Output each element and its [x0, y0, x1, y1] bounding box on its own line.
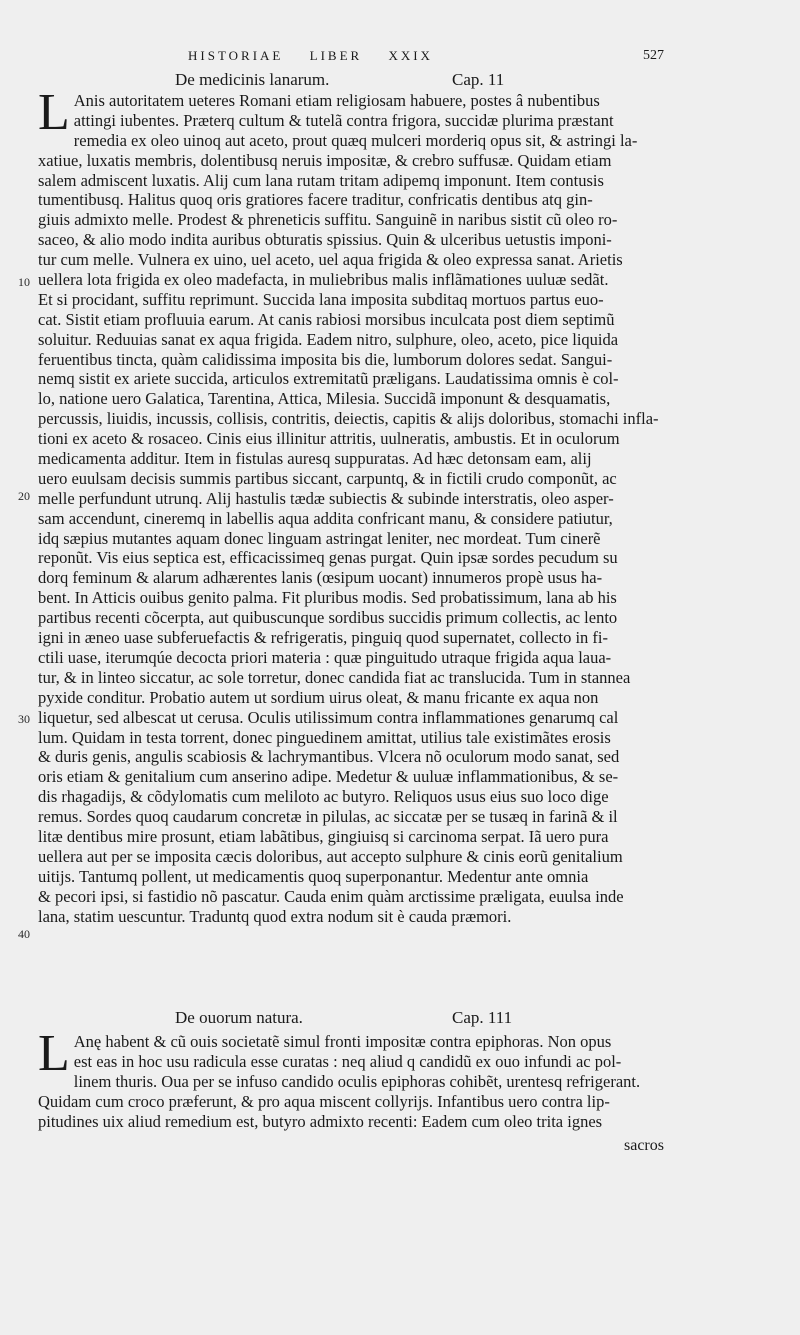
line-text: dorq feminum & alarum adhærentes lanis (œsipum uocant) innumeros propè usus ha- [38, 568, 603, 588]
text-line [38, 668, 680, 688]
text-line [38, 270, 680, 290]
line-text: igni in æneo uase subferuefactis & refrigeratis, pinguiq quod supernatet, collecto in fi- [38, 628, 608, 648]
text-line [38, 608, 680, 628]
text-line [38, 469, 680, 489]
line-text: saceo, & alio modo indita auribus obturatis spissius. Quin & ulceribus uetustis imponi- [38, 230, 612, 250]
chapter-heading [175, 1008, 513, 1028]
text-line [38, 409, 680, 429]
line-text: ctili uase, iterumqúe decocta priori materia : quæ pinguitudo utraque frigida aqua laua- [38, 647, 612, 667]
line-text: Anę habent & cũ ouis societatẽ simul fronti impositæ contra epiphoras. Non opus [73, 1032, 612, 1051]
line-text: feruentibus tincta, quàm calidissima imposita bis die, lumborum dolores sedat. Sangui- [38, 349, 613, 369]
text-line [38, 350, 680, 370]
line-text: linem thuris. Oua per se infuso candido oculis epiphoras cohibẽt, urentesq refrigerant. [73, 1071, 641, 1091]
running-title [188, 48, 453, 64]
text-line [74, 131, 680, 151]
text-line [38, 449, 680, 469]
line-number: 40 [18, 927, 30, 941]
text-line [38, 1112, 680, 1132]
line-text: partibus recenti cõcerpta, aut quibuscunque sordibus succidis primum collectis, ac lento [38, 608, 618, 628]
line-text: uitijs. Tantumq pollent, ut medicamentis quoq superponantur. Medentur ante omnia [38, 866, 589, 886]
running-title-word: LIBER [309, 48, 363, 63]
text-line [38, 728, 680, 748]
line-text: attingi iubentes. Præterq cultum & tutelã contra frigora, succidæ plurima præstant [73, 110, 614, 130]
text-line [38, 151, 680, 171]
text-line [38, 190, 680, 210]
text-line [74, 111, 680, 131]
text-line [38, 648, 680, 668]
text-line [38, 787, 680, 807]
line-text: cat. Sistit etiam profluuia earum. At canis rabiosi morsibus inculcata post diem septimũ [38, 309, 615, 329]
line-text: tioni ex aceto & rosaceo. Cinis eius illinitur attritis, uulneratis, ambustis. Et in oculorum [38, 429, 620, 449]
text-line [38, 230, 680, 250]
chapter-number: Cap. 11 [452, 70, 505, 89]
line-text: liquetur, sed albescat ut cerusa. Oculis utilissimum contra inflammationes genarumq cal [38, 707, 619, 727]
text-line [74, 1072, 680, 1092]
line-number: 20 [18, 489, 30, 503]
line-text: percussis, liuidis, incussis, collisis, contritis, deiectis, capitis & alijs doloribus, stomachi infla- [38, 409, 659, 429]
chapter-heading [175, 70, 505, 90]
line-text: tur cum melle. Vulnera ex uino, uel aceto, uel aqua frigida & oleo expressa sanat. Arietis [38, 250, 623, 270]
text-line [38, 330, 680, 350]
line-text: tur, & in linteo siccatur, ac sole torretur, donec candida fiat ac translucida. Tum in stannea [38, 667, 631, 687]
text-line [38, 847, 680, 867]
line-text: est eas in hoc usu radicula esse curatas : neq aliud q candidũ ex ouo infundi ac pol- [73, 1051, 622, 1071]
text-line [38, 369, 680, 389]
text-line [74, 1052, 680, 1072]
text-line [38, 907, 680, 927]
text-line [38, 489, 680, 509]
line-text: & pecori ipsi, si fastidio nõ pascatur. Cauda enim quàm arctissime præligata, euulsa inde [38, 886, 624, 906]
catchword: sacros [624, 1137, 664, 1154]
line-text: uellera lota frigida ex oleo madefacta, in muliebribus malis inflãmationes uuluæ sedãt. [38, 270, 609, 290]
text-line [38, 1092, 680, 1112]
text-line [38, 171, 680, 191]
line-text: giuis admixto melle. Prodest & phreneticis suffitu. Sanguinẽ in naribus sistit cũ oleo ro- [38, 210, 618, 230]
chapter-title: De ouorum natura. [175, 1008, 303, 1027]
line-text: oris etiam & genitalium cum anserino adipe. Medetur & uuluæ inflammationibus, & se- [38, 767, 619, 787]
line-text: lana, statim uescuntur. Traduntq quod extra nodum sit è cauda præmori. [38, 906, 512, 926]
text-line [38, 827, 680, 847]
text-line [38, 290, 680, 310]
text-line [38, 747, 680, 767]
line-text: Et si procidant, suffitu reprimunt. Succida lana imposita subditaq mortuos partus euo- [38, 289, 604, 309]
text-line [38, 509, 680, 529]
running-title-word: XXIX [388, 48, 433, 63]
chapter-number: Cap. 111 [452, 1008, 513, 1027]
chapter-title: De medicinis lanarum. [175, 70, 330, 89]
line-text: soluitur. Reduuias sanat ex aqua frigida. Eadem nitro, sulphure, oleo, aceto, pice liquida [38, 329, 619, 349]
line-text: litæ dentibus mire prosunt, etiam labãtibus, gingiuisq si carcinoma serpat. Iã uero pura [38, 826, 609, 846]
chapter-body [38, 84, 680, 926]
page-number: 527 [643, 48, 664, 63]
line-text: uellera aut per se imposita cæcis doloribus, aut accepto sulphure & cinis eorũ genitalium [38, 846, 623, 866]
page-header [170, 48, 670, 68]
line-text: medicamenta additur. Item in fistulas auresq suppuratas. Ad hæc detonsam eam, alij [38, 449, 592, 469]
text-line [38, 250, 680, 270]
line-text: & duris genis, angulis scabiosis & lachrymantibus. Vlcera nõ oculorum modo sanat, sed [38, 747, 620, 767]
line-text: Quidam cum croco præferunt, & pro aqua miscent collyrijs. Infantibus uero contra lip- [38, 1091, 610, 1111]
text-line [38, 708, 680, 728]
chapter-body [38, 1025, 680, 1131]
line-number: 10 [18, 275, 30, 289]
text-line [38, 310, 680, 330]
line-text: lo, natione uero Galatica, Tarentina, Attica, Milesia. Succidã imponunt & desquamatis, [38, 389, 611, 409]
line-text: salem admiscent luxatis. Alij cum lana rutam tritam adipemq imponunt. Item contusis [38, 170, 604, 190]
line-text: nemq sistit ex ariete succida, articulos extremitatũ præligans. Laudatissima omnis è col- [38, 369, 619, 389]
text-line [38, 767, 680, 787]
text-line [38, 807, 680, 827]
line-text: remedia ex oleo uinoq aut aceto, prout quæq mulceri morderiq opus sit, & astringi la- [73, 130, 638, 150]
line-text: reponũt. Vis eius septica est, efficacissimeq genas purgat. Quin ipsæ sordes pecudum su [38, 548, 618, 568]
text-line [38, 688, 680, 708]
text-line [38, 628, 680, 648]
running-title-word: HISTORIAE [188, 48, 284, 63]
line-text: idq sæpius mutantes aquam donec linguam astringat leniter, nec mordeat. Tum cinerẽ [38, 528, 601, 548]
line-text: xatiue, luxatis membris, dolentibusq neruis impositæ, & crebro suffusæ. Quidam etiam [38, 150, 612, 170]
text-line [38, 887, 680, 907]
line-text: bent. In Atticis ouibus genito palma. Fit pluribus modis. Sed probatissimum, lana ab his [38, 588, 617, 608]
text-line [38, 210, 680, 230]
line-text: remus. Sordes quoq caudarum concretæ in pilulas, ac siccatæ per se tusæq in farinã & il [38, 807, 618, 827]
line-number: 30 [18, 712, 30, 726]
text-line [38, 389, 680, 409]
text-line [38, 867, 680, 887]
drop-cap: L [38, 84, 70, 141]
line-text: sam accendunt, cineremq in labellis aqua addita confricant manu, & considere patiutur, [38, 508, 613, 528]
line-text: pyxide conditur. Probatio autem ut sordium uirus oleat, & manu fricante ex aqua non [38, 687, 599, 707]
line-text: lum. Quidam in testa torrent, donec pinguedinem amittat, utilius tale existimãtes erosis [38, 727, 611, 747]
line-text: uero euulsam decisis summis partibus siccant, carpuntq, & in fictili crudo componũt, ac [38, 468, 617, 488]
text-line [38, 429, 680, 449]
text-line [38, 568, 680, 588]
drop-cap: L [38, 1025, 70, 1082]
text-line [38, 548, 680, 568]
line-text: Anis autoritatem ueteres Romani etiam religiosam habuere, postes â nubentibus [73, 91, 600, 110]
text-line [38, 529, 680, 549]
line-text: dis rhagadijs, & cõdylomatis cum meliloto ac butyro. Reliquos usus eius suo loco dige [38, 787, 609, 807]
line-text: melle perfundunt utrunq. Alij hastulis tædæ subiectis & subinde interstratis, oleo asper- [38, 488, 614, 508]
line-text: tumentibusq. Halitus quoq oris gratiores facere traditur, confricatis dentibus atq gin- [38, 190, 593, 210]
text-line [38, 588, 680, 608]
line-text: pitudines uix aliud remedium est, butyro admixto recenti: Eadem cum oleo trita ignes [38, 1111, 603, 1131]
